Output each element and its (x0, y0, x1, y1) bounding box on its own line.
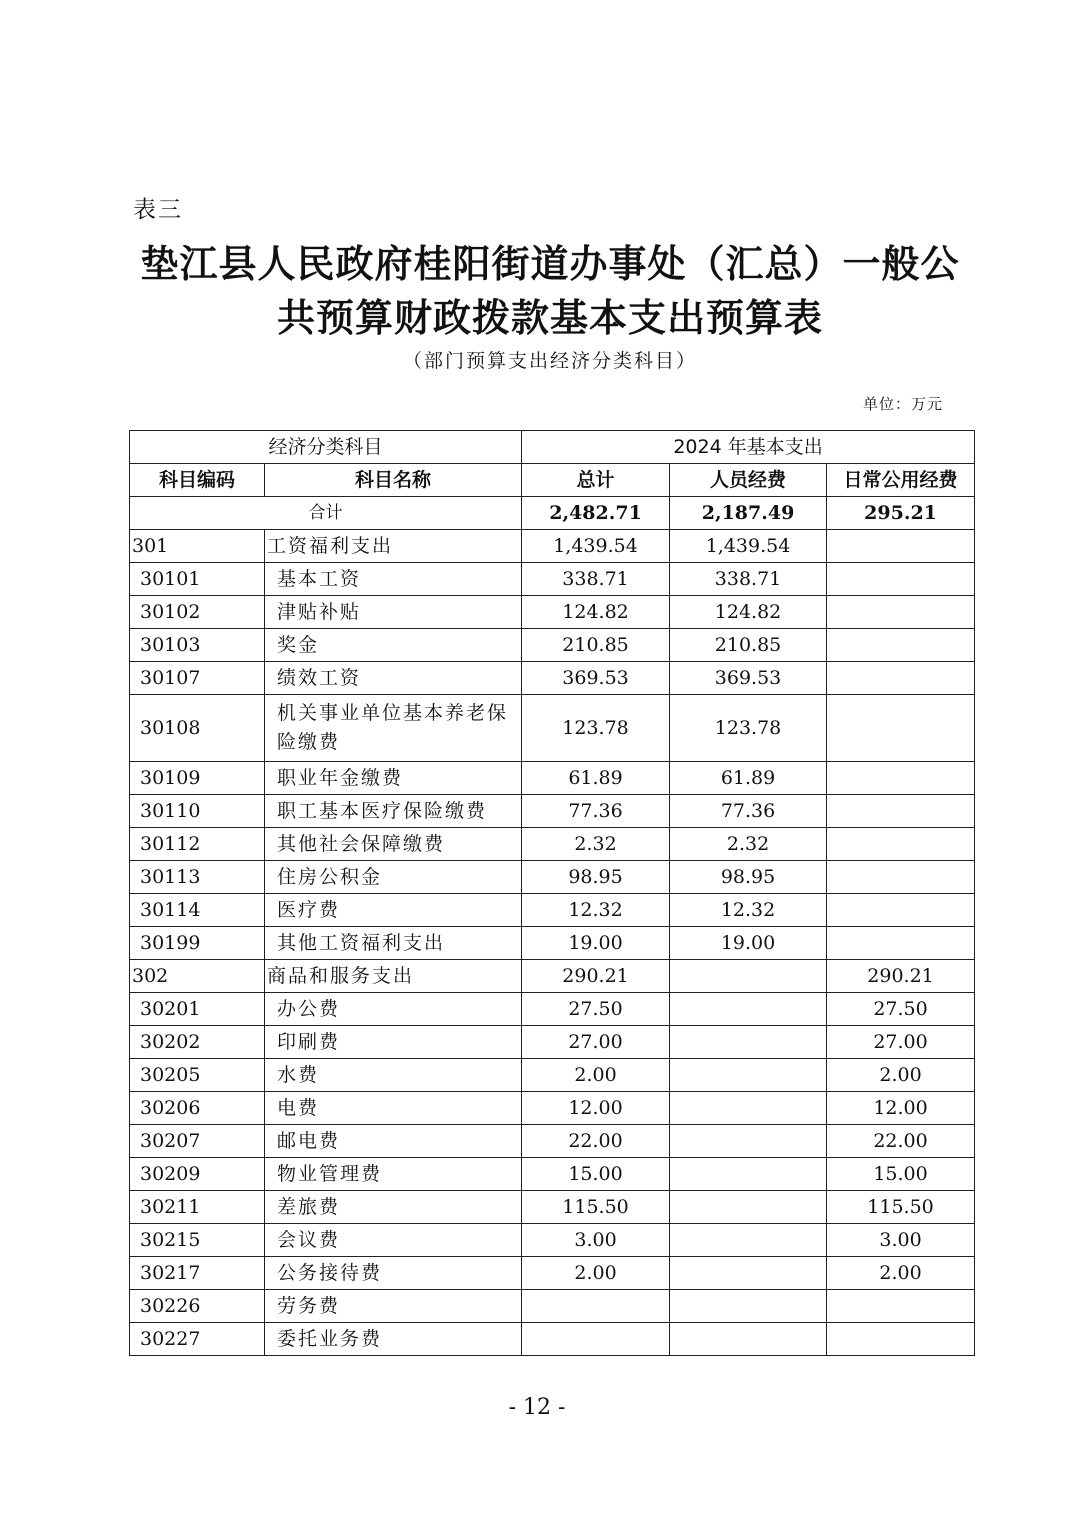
row-personnel (670, 1125, 827, 1158)
row-code: 30227 (130, 1323, 265, 1356)
row-personnel (670, 1224, 827, 1257)
row-name: 公务接待费 (265, 1257, 522, 1290)
row-public: 15.00 (827, 1158, 975, 1191)
row-personnel (670, 1158, 827, 1191)
row-public (827, 1290, 975, 1323)
row-public: 3.00 (827, 1224, 975, 1257)
row-code: 30109 (130, 762, 265, 795)
row-public: 27.00 (827, 1026, 975, 1059)
row-public (827, 861, 975, 894)
row-personnel (670, 1323, 827, 1356)
row-total: 12.00 (522, 1092, 670, 1125)
row-public: 2.00 (827, 1059, 975, 1092)
total-row (130, 497, 975, 530)
row-code: 30113 (130, 861, 265, 894)
row-name: 住房公积金 (265, 861, 522, 894)
table-row (130, 1125, 975, 1158)
total-public: 295.21 (827, 497, 975, 530)
row-code: 30211 (130, 1191, 265, 1224)
row-personnel (670, 1191, 827, 1224)
row-public: 2.00 (827, 1257, 975, 1290)
row-personnel (670, 1092, 827, 1125)
row-name: 机关事业单位基本养老保险缴费 (265, 695, 522, 762)
total-personnel: 2,187.49 (670, 497, 827, 530)
doc-label: 表三 (133, 197, 183, 223)
row-personnel: 77.36 (670, 795, 827, 828)
row-total: 12.32 (522, 894, 670, 927)
row-name: 津贴补贴 (265, 596, 522, 629)
table-row (130, 894, 975, 927)
column-header-code: 科目编码 (130, 464, 265, 497)
row-name: 委托业务费 (265, 1323, 522, 1356)
page-title-line-2: 共预算财政拨款基本支出预算表 (276, 296, 823, 340)
row-total (522, 1323, 670, 1356)
row-code: 301 (130, 530, 265, 563)
unit-label: 单位：万元 (862, 395, 943, 413)
column-header-total: 总计 (522, 464, 670, 497)
row-total: 338.71 (522, 563, 670, 596)
table-row (130, 927, 975, 960)
row-personnel: 123.78 (670, 695, 827, 762)
row-code: 30102 (130, 596, 265, 629)
row-code: 30114 (130, 894, 265, 927)
row-personnel (670, 960, 827, 993)
table-row (130, 828, 975, 861)
row-public (827, 762, 975, 795)
row-personnel: 19.00 (670, 927, 827, 960)
row-public: 290.21 (827, 960, 975, 993)
row-personnel: 98.95 (670, 861, 827, 894)
table-row (130, 1191, 975, 1224)
row-total: 77.36 (522, 795, 670, 828)
table-row (130, 1323, 975, 1356)
table-row (130, 1158, 975, 1191)
row-code: 30201 (130, 993, 265, 1026)
table-row (130, 1290, 975, 1323)
row-code: 30108 (130, 695, 265, 762)
row-personnel: 338.71 (670, 563, 827, 596)
row-public (827, 695, 975, 762)
row-total: 2.00 (522, 1059, 670, 1092)
row-personnel: 61.89 (670, 762, 827, 795)
table-row (130, 662, 975, 695)
page-number: - 12 - (508, 1395, 566, 1420)
row-total (522, 1290, 670, 1323)
row-code: 30199 (130, 927, 265, 960)
table-row (130, 596, 975, 629)
row-name: 奖金 (265, 629, 522, 662)
row-code: 30205 (130, 1059, 265, 1092)
table-row (130, 1257, 975, 1290)
row-total: 15.00 (522, 1158, 670, 1191)
subtitle: （部门预算支出经济分类科目） (402, 350, 697, 372)
row-personnel: 124.82 (670, 596, 827, 629)
row-public (827, 629, 975, 662)
row-public (827, 927, 975, 960)
row-personnel: 369.53 (670, 662, 827, 695)
page-title-line-1: 垫江县人民政府桂阳街道办事处（汇总）一般公 (140, 242, 960, 286)
group-header-basic-expenditure: 2024 年基本支出 (522, 431, 975, 464)
row-name: 工资福利支出 (265, 530, 522, 563)
table-row (130, 1224, 975, 1257)
row-name: 办公费 (265, 993, 522, 1026)
row-code: 30215 (130, 1224, 265, 1257)
row-code: 30112 (130, 828, 265, 861)
row-total: 210.85 (522, 629, 670, 662)
table-row (130, 762, 975, 795)
row-public (827, 828, 975, 861)
row-code: 30107 (130, 662, 265, 695)
row-name: 电费 (265, 1092, 522, 1125)
row-name: 印刷费 (265, 1026, 522, 1059)
row-name: 邮电费 (265, 1125, 522, 1158)
row-total: 369.53 (522, 662, 670, 695)
column-header-personnel: 人员经费 (670, 464, 827, 497)
row-personnel: 210.85 (670, 629, 827, 662)
row-name: 会议费 (265, 1224, 522, 1257)
column-header-public: 日常公用经费 (827, 464, 975, 497)
budget-table (129, 430, 975, 1356)
row-total: 98.95 (522, 861, 670, 894)
row-public (827, 795, 975, 828)
row-name: 商品和服务支出 (265, 960, 522, 993)
row-public: 27.50 (827, 993, 975, 1026)
total-total: 2,482.71 (522, 497, 670, 530)
row-code: 302 (130, 960, 265, 993)
row-personnel: 2.32 (670, 828, 827, 861)
row-total: 2.32 (522, 828, 670, 861)
row-code: 30202 (130, 1026, 265, 1059)
row-name: 差旅费 (265, 1191, 522, 1224)
row-total: 2.00 (522, 1257, 670, 1290)
row-code: 30206 (130, 1092, 265, 1125)
row-name: 物业管理费 (265, 1158, 522, 1191)
row-total: 123.78 (522, 695, 670, 762)
row-personnel (670, 993, 827, 1026)
row-total: 19.00 (522, 927, 670, 960)
row-public: 12.00 (827, 1092, 975, 1125)
row-total: 124.82 (522, 596, 670, 629)
row-public (827, 530, 975, 563)
row-code: 30101 (130, 563, 265, 596)
table-row (130, 629, 975, 662)
row-code: 30103 (130, 629, 265, 662)
row-personnel (670, 1059, 827, 1092)
row-total: 61.89 (522, 762, 670, 795)
row-name: 职业年金缴费 (265, 762, 522, 795)
total-label: 合计 (130, 497, 522, 530)
row-personnel: 12.32 (670, 894, 827, 927)
row-name: 水费 (265, 1059, 522, 1092)
table-row (130, 960, 975, 993)
row-public (827, 596, 975, 629)
row-personnel: 1,439.54 (670, 530, 827, 563)
row-total: 1,439.54 (522, 530, 670, 563)
row-total: 27.50 (522, 993, 670, 1026)
row-public: 22.00 (827, 1125, 975, 1158)
row-public (827, 662, 975, 695)
row-total: 22.00 (522, 1125, 670, 1158)
table-row (130, 993, 975, 1026)
row-total: 115.50 (522, 1191, 670, 1224)
row-personnel (670, 1026, 827, 1059)
row-code: 30226 (130, 1290, 265, 1323)
table-row (130, 563, 975, 596)
row-public (827, 1323, 975, 1356)
row-code: 30209 (130, 1158, 265, 1191)
row-name: 绩效工资 (265, 662, 522, 695)
row-public: 115.50 (827, 1191, 975, 1224)
row-name: 基本工资 (265, 563, 522, 596)
table-row (130, 695, 975, 762)
table-row (130, 1026, 975, 1059)
table-row (130, 1059, 975, 1092)
table-row (130, 530, 975, 563)
column-header-row (130, 464, 975, 497)
row-total: 290.21 (522, 960, 670, 993)
group-header-economic: 经济分类科目 (130, 431, 522, 464)
row-name: 其他社会保障缴费 (265, 828, 522, 861)
table-row (130, 861, 975, 894)
table-row (130, 795, 975, 828)
row-code: 30217 (130, 1257, 265, 1290)
row-name: 医疗费 (265, 894, 522, 927)
row-public (827, 894, 975, 927)
column-header-name: 科目名称 (265, 464, 522, 497)
row-total: 27.00 (522, 1026, 670, 1059)
row-total: 3.00 (522, 1224, 670, 1257)
row-name: 职工基本医疗保险缴费 (265, 795, 522, 828)
row-code: 30110 (130, 795, 265, 828)
group-header-row (130, 431, 975, 464)
row-personnel (670, 1290, 827, 1323)
row-public (827, 563, 975, 596)
row-personnel (670, 1257, 827, 1290)
table-row (130, 1092, 975, 1125)
row-name: 其他工资福利支出 (265, 927, 522, 960)
row-name: 劳务费 (265, 1290, 522, 1323)
row-code: 30207 (130, 1125, 265, 1158)
